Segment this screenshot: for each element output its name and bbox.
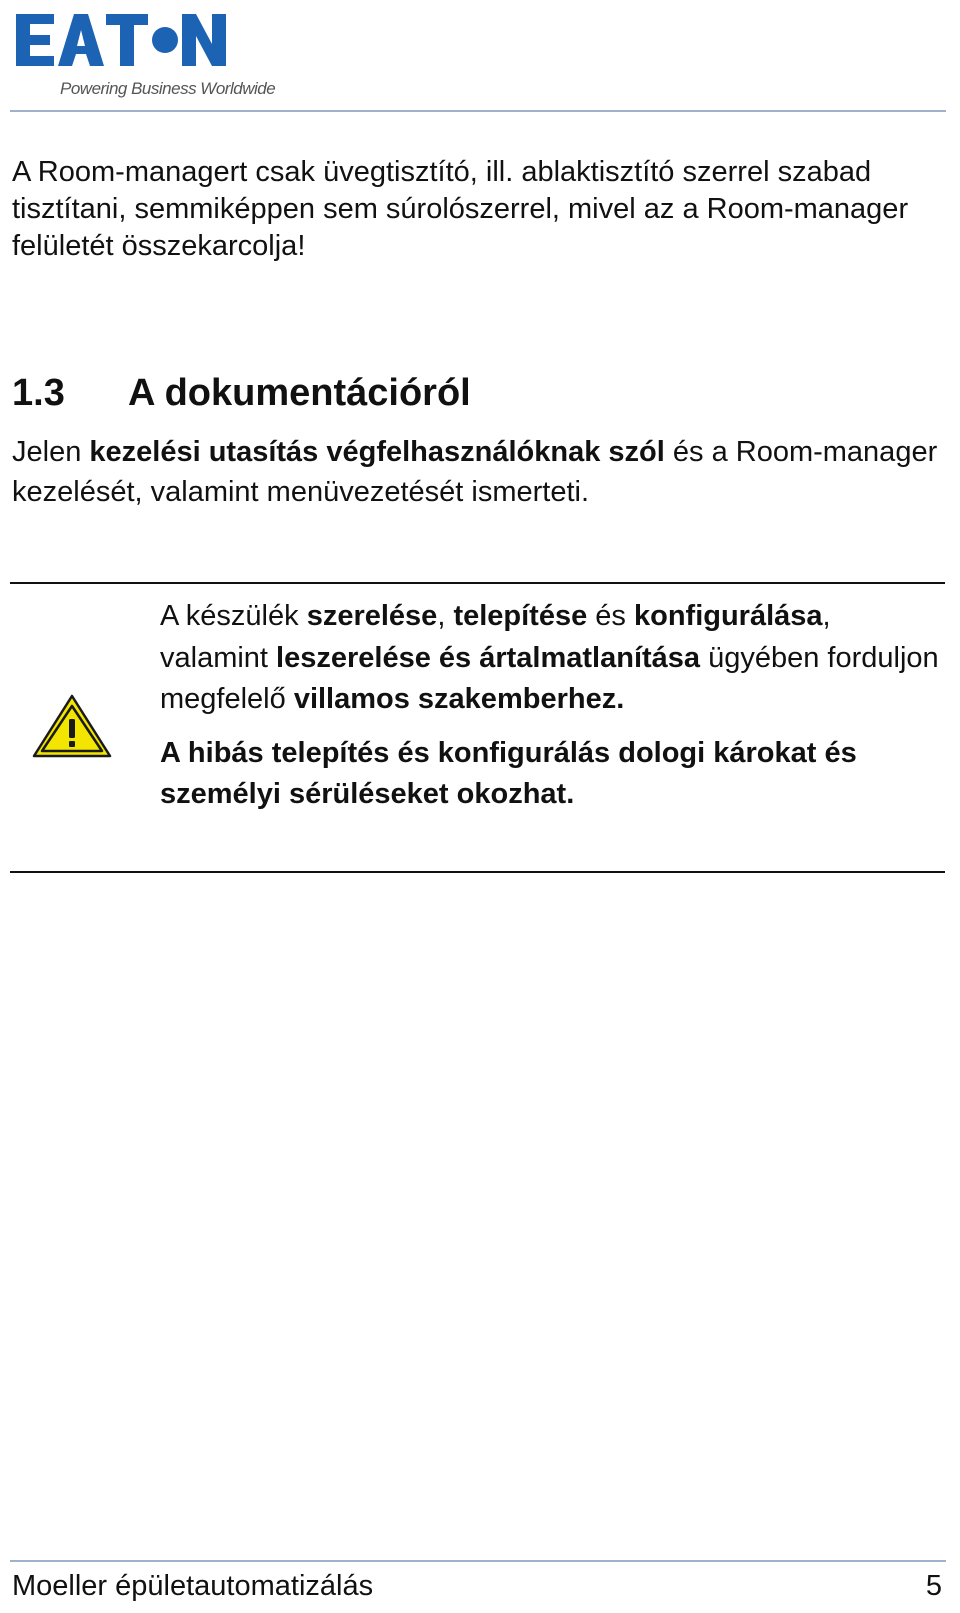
section-number: 1.3 <box>12 372 65 414</box>
warning-consequence: A hibás telepítés és konfigurálás dologi károkat és személyi sérüléseket okozhat. <box>160 736 857 810</box>
warning-text-bold: leszerelése és ártalmatlanítása <box>276 641 701 674</box>
section-body-emphasis: kezelési utasítás végfelhasználóknak szól <box>89 436 665 468</box>
warning-top-rule <box>10 582 945 584</box>
warning-text-bold: konfigurálása <box>633 600 823 632</box>
footer-title: Moeller épületautomatizálás <box>12 1570 374 1602</box>
section-title: A dokumentációról <box>128 372 471 414</box>
page-number: 5 <box>925 1570 942 1602</box>
warning-text-span: és <box>587 600 634 632</box>
warning-bottom-rule <box>10 871 945 873</box>
section-body-text: Jelen <box>12 436 90 468</box>
warning-text-span: A készülék <box>160 600 307 632</box>
warning-text-span: , <box>437 600 454 632</box>
warning-text-span: ügyében forduljon megfelelő <box>160 641 939 715</box>
section-body <box>12 432 942 512</box>
footer-divider <box>10 1560 946 1562</box>
cleaning-note: A Room-managert csak üvegtisztító, ill. ablaktisztító szerrel szabad tisztítani, semmiképpen sem súrolószerrel, mivel az a Room-manager felületét összekarcolja! <box>12 156 909 262</box>
warning-text-span: , valamint <box>160 600 831 674</box>
warning-text-bold: villamos szakemberhez. <box>293 683 625 715</box>
warning-paragraph <box>160 596 940 721</box>
section-body-text: és a Room-manager kezelését, valamint menüvezetését ismerteti. <box>12 436 938 508</box>
logo-tagline: Powering Business Worldwide <box>60 79 276 98</box>
warning-text-bold: szerelése <box>306 600 438 632</box>
warning-text <box>160 596 940 816</box>
eaton-logo <box>14 10 304 105</box>
section-heading <box>12 370 932 416</box>
warning-triangle-icon <box>32 694 112 758</box>
warning-text-bold: telepítése <box>453 600 588 632</box>
header-divider <box>10 110 946 112</box>
page-header <box>0 0 960 115</box>
